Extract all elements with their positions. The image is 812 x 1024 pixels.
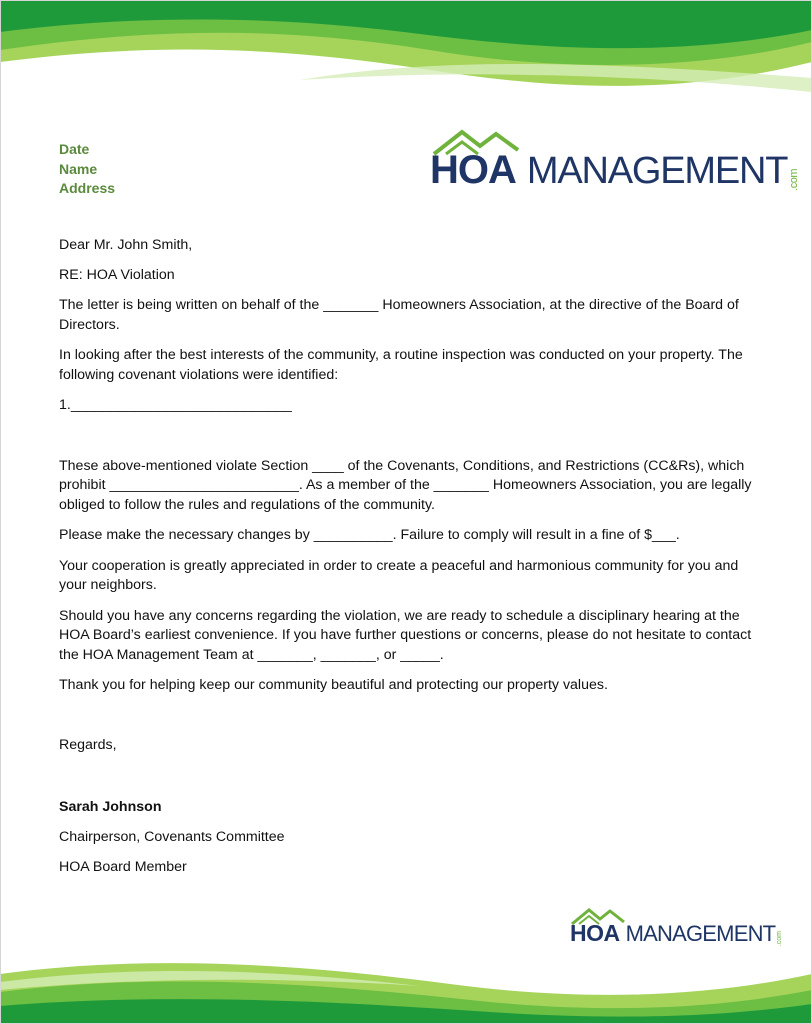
hoa-management-logo <box>430 148 800 193</box>
paragraph-deadline: Please make the necessary changes by __________. Failure to comply will result in a fine of $___. <box>59 527 680 543</box>
paragraph-intro: The letter is being written on behalf of the _______ Homeowners Association, at the directive of the Board of Directors. <box>59 297 739 333</box>
date-label: Date <box>59 141 90 157</box>
logo-management-text: MANAGEMENT <box>526 150 788 192</box>
footer-logo-com-text: .com <box>776 930 784 946</box>
subject-line: RE: HOA Violation <box>59 267 175 283</box>
paragraph-concerns: Should you have any concerns regarding the violation, we are ready to schedule a disciplinary hearing at the HOA Board’s earliest convenience. If you have further questions or concerns, please do not hesitate to contact the HOA Management Team at _______, _______, or _____. <box>59 607 752 663</box>
paragraph-cooperation: Your cooperation is greatly appreciated in order to create a peaceful and harmonious community for you and your neighbors. <box>59 557 739 593</box>
closing: Regards, <box>59 736 117 753</box>
letter-body <box>59 236 759 755</box>
logo-hoa-text: HOA <box>430 148 516 192</box>
paragraph-section: These above-mentioned violate Section ____ of the Covenants, Conditions, and Restrictions (CC&Rs), which prohibit ________________________. As a member of the _______ Homeowners Association, you are legally obliged to follow the rules and regulations of the community. <box>59 457 752 513</box>
violation-item-1: 1.____________________________ <box>59 397 292 413</box>
footer-logo-management-text: MANAGEMENT <box>625 921 776 946</box>
top-wave-banner <box>0 0 812 100</box>
salutation: Dear Mr. John Smith, <box>59 237 193 253</box>
header-fields <box>59 140 115 199</box>
footer-house-roof-icon <box>570 906 626 926</box>
house-roof-icon <box>432 126 520 156</box>
address-label: Address <box>59 180 116 196</box>
footer-logo <box>570 920 783 947</box>
signature-role: HOA Board Member <box>59 859 187 875</box>
logo-com-text: .com <box>788 169 801 191</box>
paragraph-thanks: Thank you for helping keep our community beautiful and protecting our property values. <box>59 677 608 693</box>
paragraph-inspection: In looking after the best interests of the community, a routine inspection was conducted on your property. The following covenant violations were identified: <box>59 347 743 383</box>
signature-name: Sarah Johnson <box>59 799 162 815</box>
signature-title: Chairperson, Covenants Committee <box>59 829 285 845</box>
name-label: Name <box>59 160 98 177</box>
bottom-wave-banner <box>0 944 812 1024</box>
footer-logo-hoa-text: HOA <box>570 920 620 946</box>
